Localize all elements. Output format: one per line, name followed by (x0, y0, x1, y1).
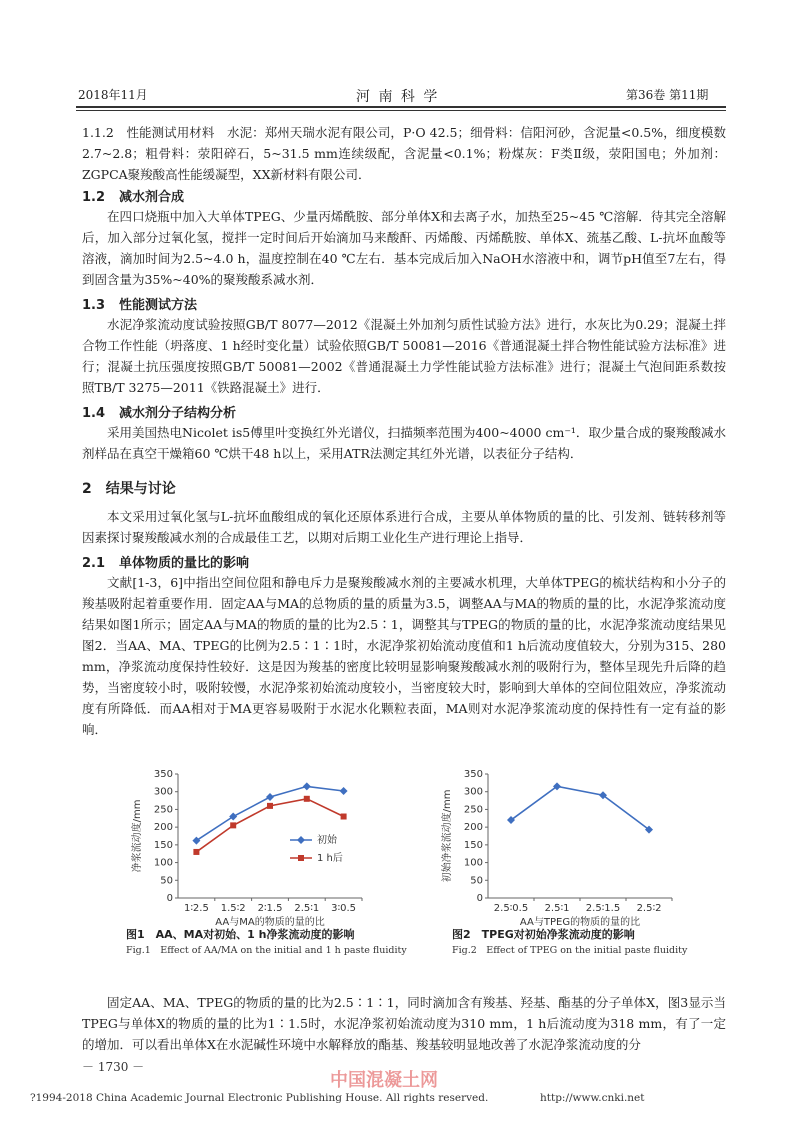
data-point (341, 814, 347, 820)
y-tick-label: 50 (470, 875, 483, 887)
section-number: 1.3 (82, 298, 106, 313)
section-number: 2 (82, 481, 92, 497)
legend-label: 初始 (317, 835, 337, 846)
section-1-1-2-text: 水泥：郑州天瑞水泥有限公司，P·O 42.5；细骨料：信阳河砂，含泥量<0.5%，细度模数2.7~2.8；粗骨料：荥阳碎石，5~31.5 mm连续级配，含泥量<0.1%；粉煤灰：F类Ⅱ级，荥阳国电；外加剂：ZGPCA聚羧酸高性能缓凝型，XX新材料有限公司． (82, 125, 726, 182)
section-number: 1.2 (82, 190, 106, 205)
section-2-1-text: 文献[1-3，6]中指出空间位阻和静电斥力是聚羧酸减水剂的主要减水机理，大单体TPEG的梳状结构和小分子的羧基吸附起着重要作用．固定AA与MA的总物质的量的质量为3.5，调整AA与MA的物质的量的比，水泥净浆流动度结果如图1所示；固定AA与MA的物质的量的比为2.5∶1，调整其与TPEG的物质的量的比，水泥净浆流动度结果见图2．当AA、MA、TPEG的比例为2.5∶1∶1时，水泥净浆初始流动度值和1 h后流动度值较大，分别为315、280 mm，净浆流动度保持性较好．这是因为羧基的密度比较明显影响聚羧酸减水剂的吸附行为，整体呈现先升后降的趋势，当密度较小时，吸附较慢，水泥净浆初始流动度较小，当密度较大时，影响到大单体的空间位阻效应，净浆流动度有所降低．而AA相对于MA更容易吸附于水泥水化颗粒表面，MA则对水泥净浆流动度的保持性有一定有益的影响． (82, 575, 726, 737)
figure-2-caption-cn: 图2 TPEG对初始净浆流动度的影响 (452, 928, 635, 941)
y-axis-label: 净浆流动度/mm (132, 799, 143, 873)
section-title: 减水剂合成 (119, 190, 185, 205)
section-1-2-heading (82, 186, 184, 205)
figure-2-caption-en: Fig.2 Effect of TPEG on the initial paste fluidity (452, 945, 688, 956)
data-point (304, 796, 310, 802)
x-tick-label: 3∶0.5 (331, 903, 357, 914)
x-tick-label: 2.5∶0.5 (493, 903, 529, 914)
x-tick-label: 1∶2.5 (183, 903, 209, 914)
data-point (230, 822, 236, 828)
data-point (193, 849, 199, 855)
x-tick-label: 2.5∶2 (636, 903, 662, 914)
y-tick-label: 150 (463, 839, 483, 851)
x-tick-label: 2.5∶1.5 (585, 903, 621, 914)
header-date: 2018年11月 (78, 88, 148, 102)
copyright-line: ?1994-2018 China Academic Journal Electronic Publishing House. All rights reserved. (30, 1092, 489, 1104)
y-tick-label: 100 (463, 857, 483, 869)
data-point (267, 803, 273, 809)
x-axis-label: AA与MA的物质的量的比 (215, 917, 325, 928)
header-rule-thin (76, 110, 726, 111)
legend-marker (298, 855, 304, 861)
x-tick-label: 2.5∶1 (544, 903, 570, 914)
y-tick-label: 50 (160, 875, 173, 887)
y-tick-label: 200 (463, 822, 483, 834)
figure-1-caption (126, 926, 416, 956)
figure-2-chart (440, 768, 680, 928)
y-tick-label: 350 (463, 769, 483, 780)
x-tick-label: 2.5∶1 (294, 903, 320, 914)
legend-marker (297, 836, 305, 844)
data-point (229, 813, 237, 821)
y-tick-label: 150 (153, 839, 173, 851)
section-1-1-2 (82, 122, 726, 185)
x-tick-label: 1.5∶2 (220, 903, 246, 914)
y-tick-label: 0 (166, 893, 173, 904)
section-1-4-heading (82, 402, 236, 421)
y-tick-label: 300 (463, 786, 483, 798)
data-point (192, 837, 200, 845)
figure-2-caption (452, 926, 742, 956)
header-rule (76, 106, 726, 108)
y-tick-label: 250 (463, 804, 483, 816)
y-tick-label: 200 (153, 822, 173, 834)
legend-label: 1 h后 (317, 853, 343, 864)
section-number: 1.4 (82, 406, 106, 421)
y-tick-label: 0 (476, 893, 483, 904)
section-2-text: 本文采用过氧化氢与L-抗坏血酸组成的氧化还原体系进行合成，主要从单体物质的量的比、引发剂、链转移剂等因素探讨聚羧酸减水剂的合成最佳工艺，以期对后期工业化生产进行理论上指导． (82, 509, 726, 545)
y-tick-label: 250 (153, 804, 173, 816)
section-2-heading (82, 478, 176, 498)
x-axis-label: AA与TPEG的物质的量的比 (519, 917, 641, 928)
section-title: 减水剂分子结构分析 (119, 406, 237, 421)
section-1-3-heading (82, 294, 197, 313)
section-2-1-heading (82, 552, 249, 571)
figure-1-chart (130, 768, 370, 928)
y-axis-label: 初始净浆流动度/mm (442, 789, 453, 883)
header-journal: 河 南 科 学 (356, 89, 440, 105)
page-number: － 1730 － (82, 1060, 145, 1074)
header-volume: 第36卷 第11期 (626, 88, 709, 102)
section-1-1-2-title: 1.1.2 性能测试用材料 (82, 125, 215, 140)
section-1-3-text: 水泥净浆流动度试验按照GB/T 8077—2012《混凝土外加剂匀质性试验方法》进行，水灰比为0.29；混凝土拌合物工作性能（坍落度、1 h经时变化量）试验依照GB/T 50081—2016《普通混凝土拌合物性能试验方法标准》进行；混凝土抗压强度按照GB/T 50081—2002《普通混凝土力学性能试验方法标准》进行；混凝土气泡间距系数按照TB/T 3275—2011《铁路混凝土》进行． (82, 317, 726, 395)
section-number: 2.1 (82, 556, 106, 571)
figure-1-caption-cn: 图1 AA、MA对初始、1 h净浆流动度的影响 (126, 928, 355, 941)
watermark: 中国混凝土网 (330, 1070, 438, 1091)
section-1-2-text: 在四口烧瓶中加入大单体TPEG、少量丙烯酰胺、部分单体X和去离子水，加热至25~45 ℃溶解．待其完全溶解后，加入部分过氧化氢，搅拌一定时间后开始滴加马来酸酐、丙烯酸、丙烯酰胺、单体X、巯基乙酸、L-抗坏血酸等溶液，滴加时间为2.5~4.0 h，温度控制在40 ℃左右．基本完成后加入NaOH水溶液中和，调节pH值至7左右，得到固含量为35%~40%的聚羧酸系减水剂． (82, 209, 726, 287)
paragraph-after-figures: 固定AA、MA、TPEG的物质的量的比为2.5∶1∶1，同时滴加含有羧基、羟基、酯基的分子单体X，图3显示当TPEG与单体X的物质的量的比为1∶1.5时，水泥净浆初始流动度为310 mm，1 h后流动度为318 mm，有了一定的增加．可以看出单体X在水泥碱性环境中水解释放的酯基、羧基较明显地改善了水泥净浆流动度的分 (82, 995, 726, 1052)
y-tick-label: 300 (153, 786, 173, 798)
section-title: 单体物质的量比的影响 (119, 556, 250, 571)
y-tick-label: 100 (153, 857, 173, 869)
section-title: 性能测试方法 (119, 298, 198, 313)
y-tick-label: 350 (153, 769, 173, 780)
section-title: 结果与讨论 (105, 481, 176, 497)
series-line (511, 786, 649, 829)
x-tick-label: 2∶1.5 (257, 903, 283, 914)
data-point (340, 787, 348, 795)
figure-1-caption-en: Fig.1 Effect of AA/MA on the initial and 1 h paste fluidity (126, 945, 407, 956)
section-1-4-text: 采用美国热电Nicolet is5傅里叶变换红外光谱仪，扫描频率范围为400~4000 cm⁻¹．取少量合成的聚羧酸减水剂样品在真空干燥箱60 ℃烘干48 h以上，采用ATR法测定其红外光谱，以表征分子结构． (82, 425, 726, 461)
data-point (303, 782, 311, 790)
footer-url: http://www.cnki.net (540, 1092, 645, 1104)
data-point (266, 793, 274, 801)
